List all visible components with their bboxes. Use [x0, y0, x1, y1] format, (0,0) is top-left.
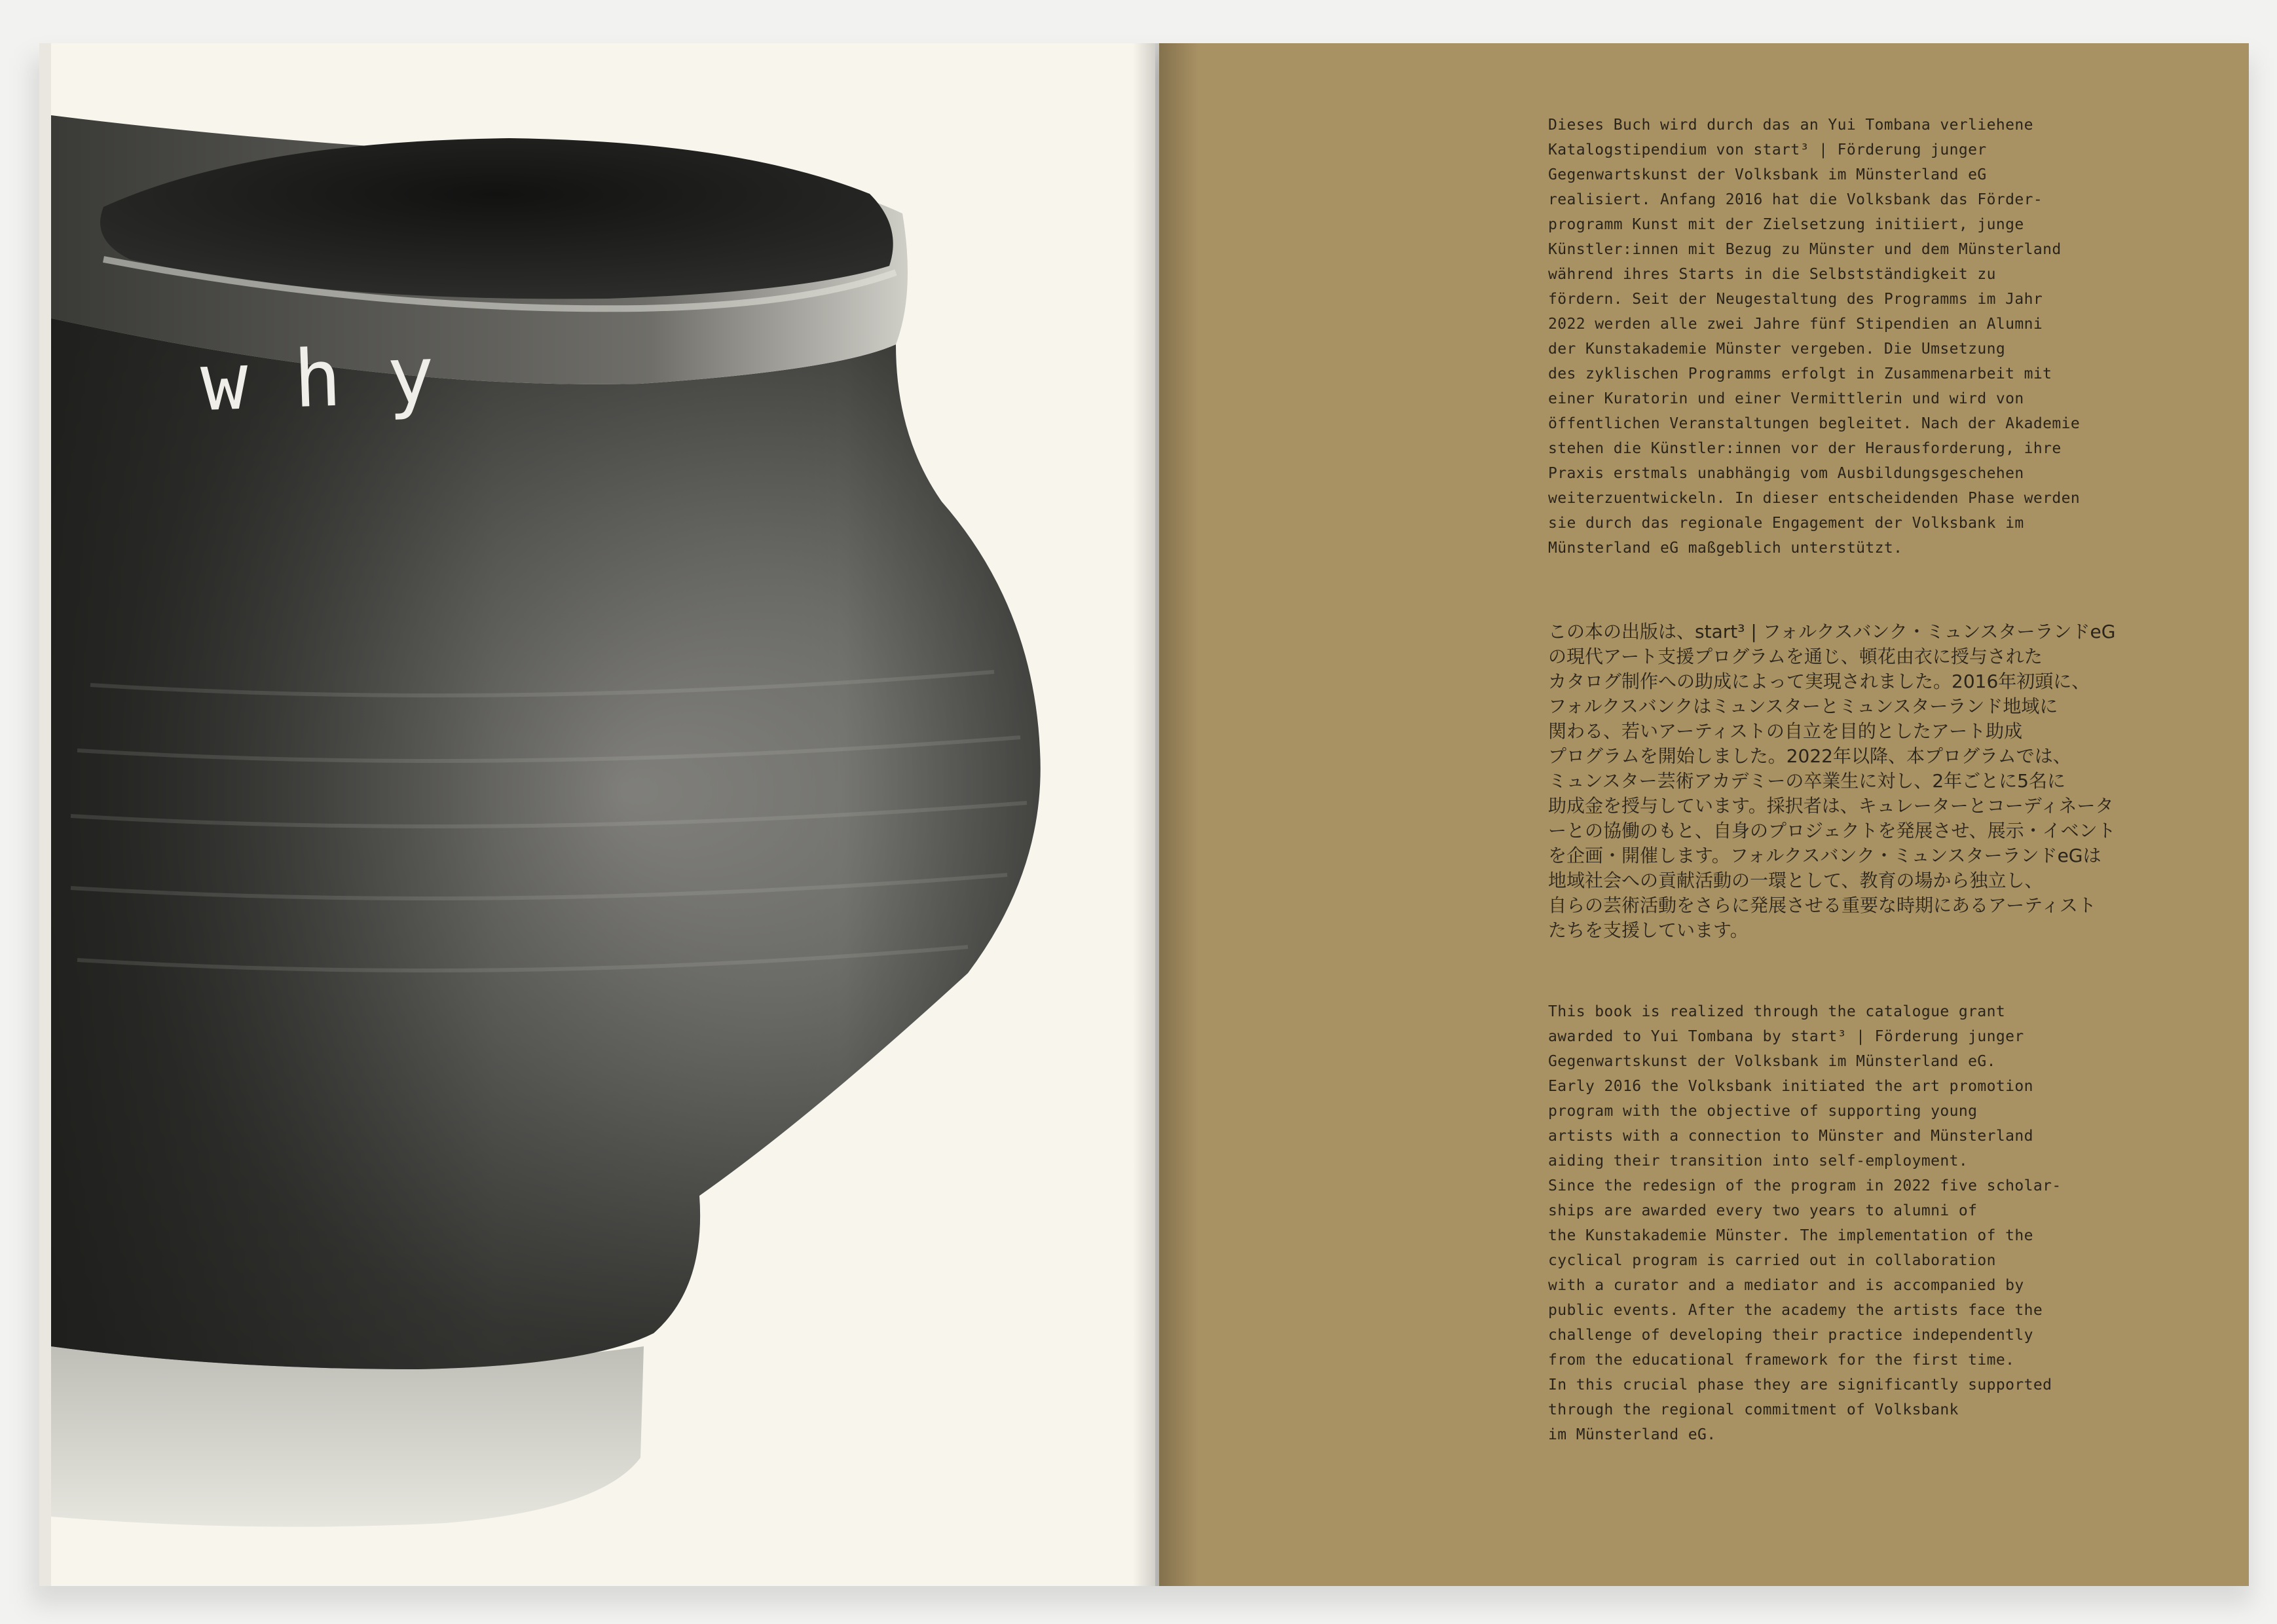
left-page — [39, 43, 1155, 1586]
right-page — [1159, 43, 2249, 1586]
paragraph-japanese: この本の出版は、start³ | フォルクスバンク・ミュンスターランドeG の現代アート支援プログラムを通じ、頓花由衣に授与された カタログ制作への助成によって実現されました。2016年初頭に、 フォルクスバンクはミュンスターとミュンスターランド地域に 関わる、若いアーティストの自立を目的としたアート助成 プログラムを開始しました。2022年以降、本プログラムでは、 ミュンスター芸術アカデミーの卒業生に対し、2年ごとに5名に 助成金を授与しています。採択者は、キュレーターとコーディネータ ーとの協働のもと、自身のプロジェクトを発展させ、展示・イベント を企画・開催します。フォルクスバンク・ミュンスターランドeGは 地域社会への貢献活動の一環として、教育の場から独立し、 自らの芸術活動をさらに発展させる重要な時期にあるアーティスト たちを支援しています。 — [1548, 621, 2116, 941]
bowl-inscription: why — [199, 328, 482, 429]
ceramic-bowl-icon — [51, 43, 1155, 1586]
page-fold-shadow — [1159, 43, 1198, 1586]
book-gutter — [1133, 43, 1159, 1586]
paragraph-english: This book is realized through the catalogue grant awarded to Yui Tombana by start³ | Förderung junger Gegenwartskunst der Volksbank im Münsterland eG. Early 2016 the Volksbank initiated the art promotion program with the objective of supporting young artists with a connection to Münster and Münsterland aiding their transition into self-employment. Since the redesign of the program in 2022 five scholar- ships are awarded every two years to alumni of the Kunstakademie Münster. The implementation of the cyclical program is carried out in collaboration with a curator and a mediator and is accompanied by public events. After the academy the artists face the challenge of developing their practice independently from the educational framework for the first time. In this crucial phase they are significantly supported through the regional commitment of Volksbank im Münsterland eG. — [1548, 1003, 2062, 1443]
colophon-text — [1548, 113, 2203, 1447]
paragraph-german: Dieses Buch wird durch das an Yui Tombana verliehene Katalogstipendium von start³ | Förderung junger Gegenwartskunst der Volksbank im Münsterland eG realisiert. Anfang 2016 hat die Volksbank das Förder- programm Kunst mit der Zielsetzung initiiert, junge Künstler:innen mit Bezug zu Münster und dem Münsterland während ihres Starts in die Selbstständigkeit zu fördern. Seit der Neugestaltung des Programms im Jahr 2022 werden alle zwei Jahre fünf Stipendien an Alumni der Kunstakademie Münster vergeben. Die Umsetzung des zyklischen Programms erfolgt in Zusammenarbeit mit einer Kuratorin und einer Vermittlerin und wird von öffentlichen Veranstaltungen begleitet. Nach der Akademie stehen die Künstler:innen vor der Herausforderung, ihre Praxis erstmals unabhängig vom Ausbildungsgeschehen weiterzuentwickeln. In dieser entscheidenden Phase werden sie durch das regionale Engagement der Volksbank im Münsterland eG maßgeblich unterstützt. — [1548, 117, 2081, 557]
